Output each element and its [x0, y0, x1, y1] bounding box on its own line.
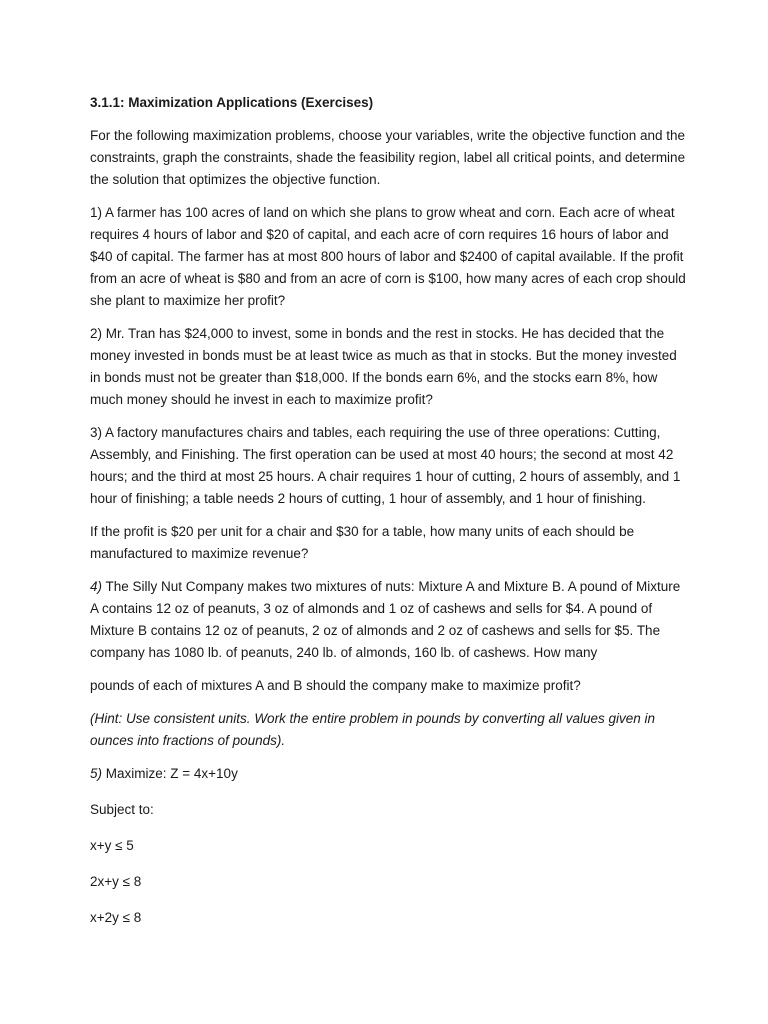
document-title: 3.1.1: Maximization Applications (Exercises): [90, 95, 374, 110]
problem-4-text: The Silly Nut Company makes two mixtures of nuts: Mixture A and Mixture B. A pound of Mixture A contains 12 oz of peanuts, 3 oz of almonds and 1 oz of cashews and sells for $4. A pound of Mixture B contains 12 oz of peanuts, 2 oz of almonds and 2 oz of cashews and sells for $5. The company has 1080 lb. of peanuts, 240 lb. of almonds, 160 lb. of cashews. How many: [90, 579, 681, 660]
problem-5-objective: Maximize: Z = 4x+10y: [102, 766, 238, 781]
intro-paragraph: For the following maximization problems, choose your variables, write the objective function and the constraints, graph the constraints, shade the feasibility region, label all critical points, and determine the solution that optimizes the objective function.: [90, 128, 686, 187]
constraint-1: x+y ≤ 5: [90, 838, 134, 853]
problem-4-number: 4): [90, 579, 103, 594]
problem-5-number: 5): [90, 766, 103, 781]
constraint-2: 2x+y ≤ 8: [90, 874, 142, 889]
document-page: [90, 94, 690, 943]
constraint-3: x+2y ≤ 8: [90, 910, 142, 925]
problem-4-hint: (Hint: Use consistent units. Work the entire problem in pounds by converting all values given in ounces into fractions of pounds).: [90, 711, 656, 748]
problem-1: 1) A farmer has 100 acres of land on which she plans to grow wheat and corn. Each acre of wheat requires 4 hours of labor and $20 of capital, and each acre of corn requires 16 hours of labor and $40 of capital. The farmer has at most 800 hours of labor and $2400 of capital available. If the profit from an acre of wheat is $80 and from an acre of corn is $100, how many acres of each crop should she plant to maximize her profit?: [90, 205, 686, 308]
problem-2: 2) Mr. Tran has $24,000 to invest, some in bonds and the rest in stocks. He has decided that the money invested in bonds must be at least twice as much as that in stocks. But the money invested in bonds must not be greater than $18,000. If the bonds earn 6%, and the stocks earn 8%, how much money should he invest in each to maximize profit?: [90, 326, 677, 407]
problem-5: [90, 763, 690, 785]
subject-to-label: Subject to:: [90, 802, 154, 817]
problem-4: [90, 576, 690, 664]
problem-4-question: pounds of each of mixtures A and B should the company make to maximize profit?: [90, 678, 581, 693]
problem-3-question: If the profit is $20 per unit for a chair and $30 for a table, how many units of each should be manufactured to maximize revenue?: [90, 524, 635, 561]
problem-3: 3) A factory manufactures chairs and tables, each requiring the use of three operations: Cutting, Assembly, and Finishing. The first operation can be used at most 40 hours; the second at most 42 hours; and the third at most 25 hours. A chair requires 1 hour of cutting, 2 hours of assembly, and 1 hour of finishing; a table needs 2 hours of cutting, 1 hour of assembly, and 1 hour of finishing.: [90, 425, 681, 506]
